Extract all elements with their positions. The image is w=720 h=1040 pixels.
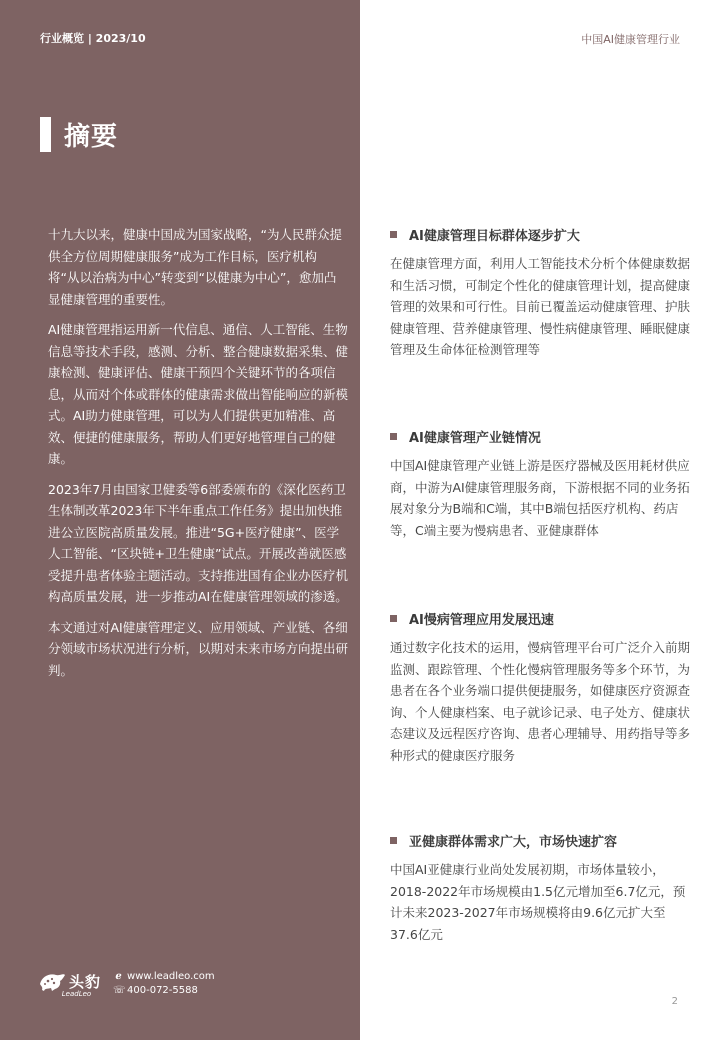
leopard-icon bbox=[38, 970, 66, 992]
section-title: 亚健康群体需求广大，市场快速扩容 bbox=[409, 835, 618, 850]
section-heading bbox=[390, 609, 690, 628]
summary-paragraph: 2023年7月由国家卫健委等6部委颁布的《深化医药卫生体制改革2023年下半年重点工作任务》提出加快推进公立医院高质量发展。推进“5G+医疗健康”、医学人工智能、“区块链+卫生健康”试点。开展改善就医感受提升患者体验主题活动。支持推进国有企业办医疗机构高质量发展，进一步推动AI在健康管理领域的渗透。 bbox=[48, 481, 349, 604]
phone-number: 400-072-5588 bbox=[127, 985, 198, 996]
title-bar bbox=[40, 117, 51, 152]
website-link[interactable]: www.leadleo.com bbox=[127, 971, 215, 982]
section-title: AI健康管理目标群体逐步扩大 bbox=[409, 229, 580, 244]
section-heading bbox=[390, 225, 690, 244]
report-name: 中国AI健康管理行业 bbox=[581, 33, 680, 46]
square-bullet-icon bbox=[390, 837, 397, 844]
square-bullet-icon bbox=[390, 615, 397, 622]
summary-text bbox=[48, 224, 348, 690]
section-title: AI健康管理产业链情况 bbox=[409, 431, 541, 446]
square-bullet-icon bbox=[390, 433, 397, 440]
section-chronic-disease bbox=[390, 609, 690, 766]
section-title: AI慢病管理应用发展迅速 bbox=[409, 613, 554, 628]
section-industry-chain bbox=[390, 427, 690, 541]
summary-paragraph: AI健康管理指运用新一代信息、通信、人工智能、生物信息等技术手段，感测、分析、整合健康数据采集、健康检测、健康评估、健康干预四个关键环节的各项信息，从而对个体或群体的健康需求做出智能响应的新模式。AI助力健康管理，可以为人们提供更加精准、高效、便捷的健康服务，帮助人们更好地管理自己的健康。 bbox=[48, 322, 349, 466]
logo-chinese-text: 头豹 bbox=[69, 972, 102, 991]
section-body: 中国AI亚健康行业尚处发展初期，市场体量较小，2018-2022年市场规模由1.5亿元增加至6.7亿元，预计未来2023-2027年市场规模将由9.6亿元扩大至37.6亿元 bbox=[390, 862, 686, 942]
section-heading bbox=[390, 831, 690, 850]
section-body: 在健康管理方面，利用人工智能技术分析个体健康数据和生活习惯，可制定个性化的健康管理计划，提高健康管理的效果和可行性。目前已覆盖运动健康管理、护肤健康管理、营养健康管理、慢性病健康管理、睡眠健康管理及生命体征检测管理等 bbox=[390, 256, 691, 357]
section-body: 中国AI健康管理产业链上游是医疗器械及医用耗材供应商，中游为AI健康管理服务商，下游根据不同的业务拓展对象分为B端和C端，其中B端包括医疗机构、药店等，C端主要为慢病患者、亚健康群体 bbox=[390, 458, 690, 538]
title-block bbox=[40, 116, 118, 153]
contact-info bbox=[113, 970, 215, 998]
e-icon: ℯ bbox=[115, 971, 122, 982]
section-heading bbox=[390, 427, 690, 446]
summary-paragraph: 十九大以来，健康中国成为国家战略，“为人民群众提供全方位周期健康服务”成为工作目标，医疗机构将“从以治病为中心”转变到“以健康为中心”，愈加凸显健康管理的重要性。 bbox=[48, 227, 342, 307]
section-subhealth-market bbox=[390, 831, 690, 945]
summary-paragraph: 本文通过对AI健康管理定义、应用领域、产业链、各细分领域市场状况进行分析，以期对未来市场方向提出研判。 bbox=[48, 619, 349, 678]
square-bullet-icon bbox=[390, 231, 397, 238]
page-number: 2 bbox=[671, 996, 678, 1007]
report-tag: 行业概览 | 2023/10 bbox=[40, 32, 146, 45]
section-target-group bbox=[390, 225, 690, 361]
footer bbox=[38, 970, 215, 998]
phone-icon: ☏ bbox=[113, 985, 126, 996]
page-title: 摘要 bbox=[64, 122, 119, 152]
section-body: 通过数字化技术的运用，慢病管理平台可广泛介入前期监测、跟踪管理、个性化慢病管理服务等多个环节，为患者在各个业务端口提供便捷服务，如健康医疗资源查询、个人健康档案、电子就诊记录、电子处方、健康状态建议及远程医疗咨询、患者心理辅导、用药指导等多种形式的健康医疗服务 bbox=[390, 640, 691, 763]
leadleo-logo bbox=[38, 970, 101, 998]
logo-english-text: LeadLeo bbox=[61, 990, 92, 998]
